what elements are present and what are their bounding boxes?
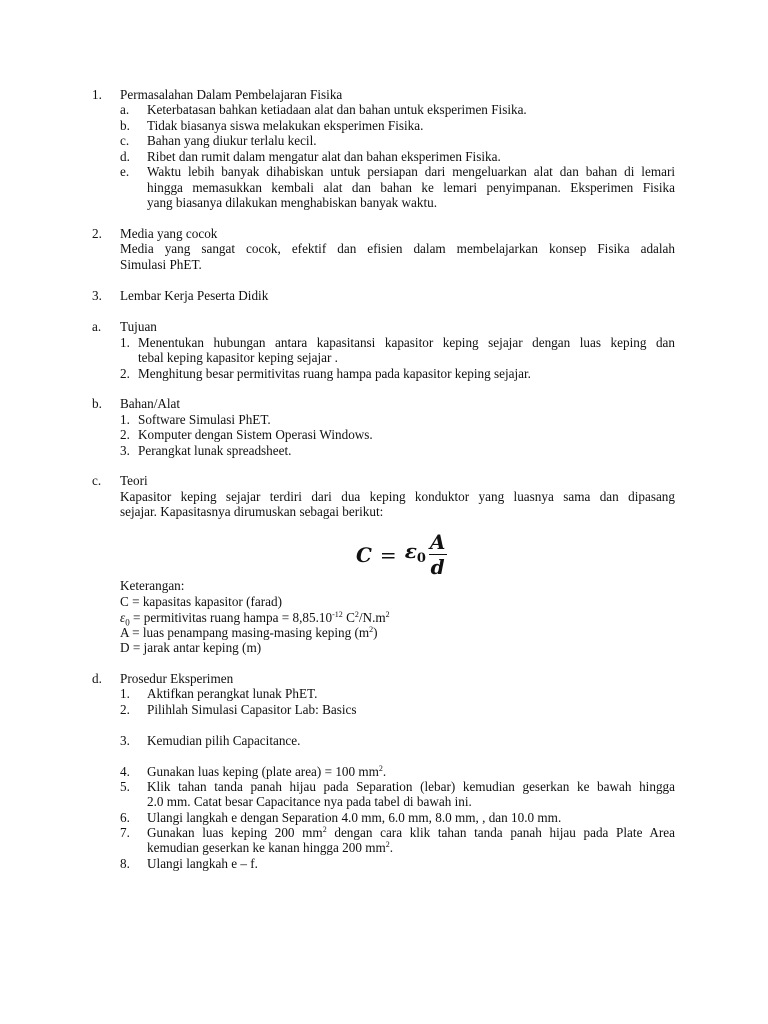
section-title: Permasalahan Dalam Pembelajaran Fisika <box>120 87 343 102</box>
list-item-line: hingga memasukkan kembali alat dan bahan ke lemari penyimpanan. Eksperimen Fisika <box>147 180 675 195</box>
formula-fraction <box>428 532 448 577</box>
capacitance-formula <box>356 532 447 577</box>
step-marker: 1. <box>120 686 130 701</box>
list-marker: 2. <box>120 427 130 442</box>
list-marker: 2. <box>120 366 130 381</box>
list-item: Menghitung besar permitivitas ruang hampa pada kapasitor keping sejajar. <box>138 366 531 381</box>
paragraph-line: Simulasi PhET. <box>120 257 202 272</box>
subsection-marker: b. <box>92 396 102 411</box>
subsection-title: Teori <box>120 473 148 488</box>
keterangan-item: $\varepsilon_0$ = permitivitas ruang hampa = $8,85.10^{-12}$ $C^2/N.m^2$ <box>120 610 390 628</box>
subsection-title: Bahan/Alat <box>120 396 181 411</box>
step-text: Pilihlah Simulasi Capasitor Lab: Basics <box>147 702 357 717</box>
subsection-title: Prosedur Eksperimen <box>120 671 234 686</box>
step-marker: 4. <box>120 764 130 779</box>
step-text-line: kemudian geserkan ke kanan hingga 200 $mm^2$. <box>147 840 394 855</box>
step-text: Ulangi langkah e – f. <box>147 856 258 871</box>
list-marker: b. <box>120 118 130 133</box>
keterangan-item: A = luas penampang masing-masing keping $(m^2)$ <box>120 625 378 640</box>
list-marker: 3. <box>120 443 130 458</box>
paragraph-line: sejajar. Kapasitasnya dirumuskan sebagai berikut: <box>120 504 384 519</box>
step-text-line: 2.0 mm. Catat besar Capacitance nya pada tabel di bawah ini. <box>147 794 472 809</box>
list-item: Ribet dan rumit dalam mengatur alat dan bahan eksperimen Fisika. <box>147 149 501 164</box>
list-item: Komputer dengan Sistem Operasi Windows. <box>138 427 373 442</box>
step-text: Aktifkan perangkat lunak PhET. <box>147 686 318 701</box>
list-marker: 1. <box>120 335 130 350</box>
step-text: Kemudian pilih Capacitance. <box>147 733 301 748</box>
keterangan-item: D = jarak antar keping (m) <box>120 640 262 655</box>
list-item-line: Menentukan hubungan antara kapasitansi kapasitor keping sejajar dengan luas keping dan <box>138 335 675 350</box>
list-item: Perangkat lunak spreadsheet. <box>138 443 292 458</box>
list-item: Bahan yang diukur terlalu kecil. <box>147 133 317 148</box>
list-item: Software Simulasi PhET. <box>138 412 271 427</box>
paragraph-line: Kapasitor keping sejajar terdiri dari dua keping konduktor yang luasnya sama dan dipasang <box>120 489 675 504</box>
section-number: 1. <box>92 87 102 102</box>
subsection-title: Tujuan <box>120 319 157 334</box>
paragraph-line: Media yang sangat cocok, efektif dan efisien dalam membelajarkan konsep Fisika adalah <box>120 241 675 256</box>
section-title: Media yang cocok <box>120 226 218 241</box>
formula-epsilon: $\varepsilon_0$ <box>404 538 426 566</box>
keterangan-label: Keterangan: <box>120 578 185 593</box>
step-text: Ulangi langkah e dengan Separation 4.0 mm, 6.0 mm, 8.0 mm, , dan 10.0 mm. <box>147 810 562 825</box>
step-text-line: Gunakan luas keping 200 $mm^2$ dengan cara klik tahan tanda panah hijau pada Plate Area <box>147 825 675 840</box>
step-marker: 8. <box>120 856 130 871</box>
step-marker: 5. <box>120 779 130 794</box>
section-number: 2. <box>92 226 102 241</box>
subsection-marker: d. <box>92 671 102 686</box>
step-marker: 3. <box>120 733 130 748</box>
list-item-line: tebal keping kapasitor keping sejajar . <box>138 350 338 365</box>
list-item: Tidak biasanya siswa melakukan eksperimen Fisika. <box>147 118 424 133</box>
step-marker: 7. <box>120 825 130 840</box>
list-item: Keterbatasan bahkan ketiadaan alat dan bahan untuk eksperimen Fisika. <box>147 102 527 117</box>
step-marker: 6. <box>120 810 130 825</box>
step-text: Gunakan luas keping (plate area) = 100 $mm^2$. <box>147 764 387 779</box>
formula-lhs: C <box>356 542 372 567</box>
list-marker: c. <box>120 133 130 148</box>
section-number: 3. <box>92 288 102 303</box>
subsection-marker: c. <box>92 473 102 488</box>
list-marker: e. <box>120 164 130 179</box>
list-marker: d. <box>120 149 130 164</box>
list-item-line: yang biasanya dilakukan menghabiskan banyak waktu. <box>147 195 438 210</box>
list-marker: a. <box>120 102 130 117</box>
subsection-marker: a. <box>92 319 102 334</box>
keterangan-item: C = kapasitas kapasitor (farad) <box>120 594 282 609</box>
step-text-line: Klik tahan tanda panah hijau pada Separation (lebar) kemudian geserkan ke bawah hingga <box>147 779 675 794</box>
list-item-line: Waktu lebih banyak dihabiskan untuk persiapan dari mengeluarkan alat dan bahan di lemari <box>147 164 675 179</box>
list-marker: 1. <box>120 412 130 427</box>
formula-denominator: d <box>430 555 445 579</box>
formula-numerator: A <box>429 530 446 554</box>
section-title: Lembar Kerja Peserta Didik <box>120 288 269 303</box>
formula-equals: = <box>379 542 397 567</box>
step-marker: 2. <box>120 702 130 717</box>
